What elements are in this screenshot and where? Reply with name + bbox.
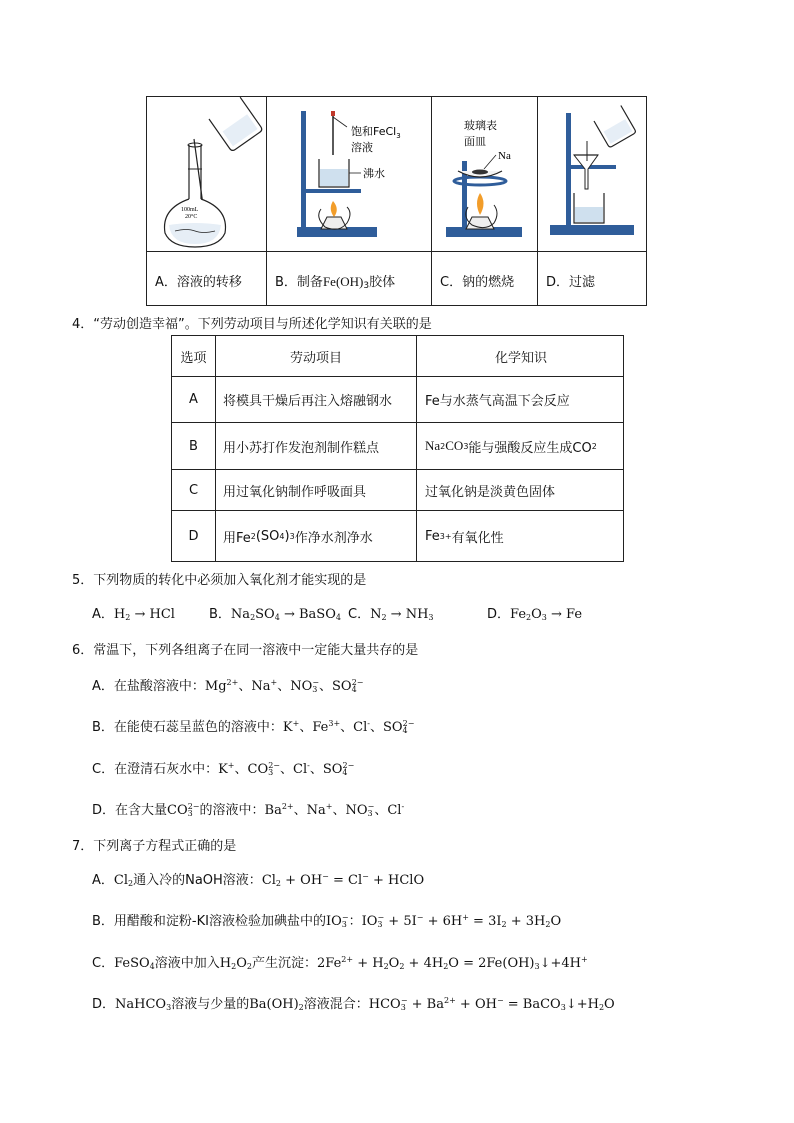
row-c-knowledge: 过氧化钠是淡黄色固体 <box>425 484 556 500</box>
row-b-option: B <box>172 423 216 469</box>
row-b-knowledge: Na 2 CO 3 能与强酸反应生成CO 2 <box>425 438 597 456</box>
option-a-cell <box>147 97 267 305</box>
sodium-burning-illustration <box>432 97 538 251</box>
q7-option-d: D．NaHCO$_3$溶液与少量的$Ba(OH)_2$溶液混合：$HCO_3^- + Ba^{2+} + OH^-$ = $BaCO_3↓+H_2O$ <box>92 996 615 1012</box>
q7-option-c: C．FeSO$_4$溶液中加入$H_2O_2$产生沉淀：$2Fe^{2+} + H_2O_2 + 4H_2O$ = $2Fe(OH)_3↓+4H^+$ <box>92 955 588 971</box>
apparatus-table <box>146 96 647 306</box>
header-knowledge: 化学知识 <box>494 350 547 366</box>
option-d-caption: D．过滤 <box>546 275 596 290</box>
option-b-caption: B．制备$Fe(OH)_3$胶体 <box>275 274 396 291</box>
header-project: 劳动项目 <box>216 336 417 376</box>
table-header-row <box>172 336 623 377</box>
q7-stem: 7．下列离子方程式正确的是 <box>72 839 237 854</box>
option-b-cell <box>267 97 432 305</box>
watch-glass-label-2: 面皿 <box>464 135 486 148</box>
q6-stem: 6．常温下，下列各组离子在同一溶液中一定能大量共存的是 <box>72 643 419 658</box>
watch-glass-label: 玻璃表 <box>464 119 497 132</box>
row-c-option: C <box>172 470 216 510</box>
fecl3-solution-label: 溶液 <box>351 141 373 154</box>
q4-table <box>171 335 624 562</box>
fe-oh-colloid-illustration <box>267 97 432 251</box>
q6-option-b: B．在能使石蕊呈蓝色的溶液中：K+、$Fe^{3+}$、Cl-、$SO_4^{2-}$ <box>92 719 415 735</box>
row-a-project: 将模具干燥后再注入熔融钢水 <box>216 377 417 422</box>
table-row <box>172 377 623 423</box>
filtration-illustration <box>538 97 648 251</box>
q5-option-c: C．$N_2 \to NH_3$ <box>348 607 434 622</box>
option-a-caption: A．溶液的转移 <box>155 275 242 290</box>
flask-volume-label: 100mL <box>181 207 199 213</box>
table-row <box>172 470 623 511</box>
boiling-water-label: 沸水 <box>363 167 385 180</box>
row-b-project: 用小苏打作发泡剂制作糕点 <box>216 423 417 469</box>
option-c-cell <box>432 97 538 305</box>
q6-option-a: A．在盐酸溶液中：$Mg^{2+}$、Na+、$NO_3^-$、$SO_4^{2-}$ <box>92 678 364 694</box>
row-c-project: 用过氧化钠制作呼吸面具 <box>216 470 417 510</box>
q4-stem: 4．“劳动创造幸福”。下列劳动项目与所述化学知识有关联的是 <box>72 317 432 332</box>
option-c-caption: C．钠的燃烧 <box>440 275 515 290</box>
q5-option-d: D．$Fe_2O_3 \to Fe$ <box>487 607 583 622</box>
header-option: 选项 <box>172 336 216 376</box>
q7-option-a: A．$Cl_2$通入冷的NaOH溶液：$Cl_2 + OH^- = Cl^-$ + HClO <box>92 872 425 888</box>
fecl3-label: 饱和FeCl$_3$ <box>351 125 401 140</box>
option-d-cell <box>538 97 648 305</box>
row-d-project: 用Fe 2 (SO 4 ) 3 作净水剂净水 <box>216 511 417 562</box>
q5-option-b: B．$Na_2SO_4$ → BaSO$_4$ <box>209 607 341 622</box>
q6-option-c: C．在澄清石灰水中：K+、$CO_3^{2-}$、Cl-、$SO_4^{2-}$ <box>92 761 355 777</box>
flask-temp-label: 20°C <box>185 214 198 220</box>
row-a-option: A <box>172 377 216 422</box>
table-row <box>172 511 623 562</box>
q6-option-d: D．在含大量$CO_3^{2-}$的溶液中：$Ba^{2+}$、Na+、$NO_3^-$、Cl- <box>92 802 405 818</box>
q5-stem: 5．下列物质的转化中必须加入氧化剂才能实现的是 <box>72 573 367 588</box>
q7-option-b: B．用醋酸和淀粉-KI溶液检验加碘盐中的$IO_3^-$：$IO_3^- + 5I^- + 6H^+ = 3I_2 + 3H_2O$ <box>92 913 562 929</box>
table-row <box>172 423 623 470</box>
row-d-option: D <box>172 511 216 562</box>
q5-option-a: A．$H_2$ → HCl <box>92 607 175 622</box>
na-label: Na <box>498 150 511 162</box>
row-a-knowledge: Fe与水蒸气高温下会反应 <box>425 394 570 409</box>
row-d-knowledge: Fe 3+ 有氧化性 <box>425 529 504 546</box>
volumetric-flask-illustration <box>147 97 267 251</box>
